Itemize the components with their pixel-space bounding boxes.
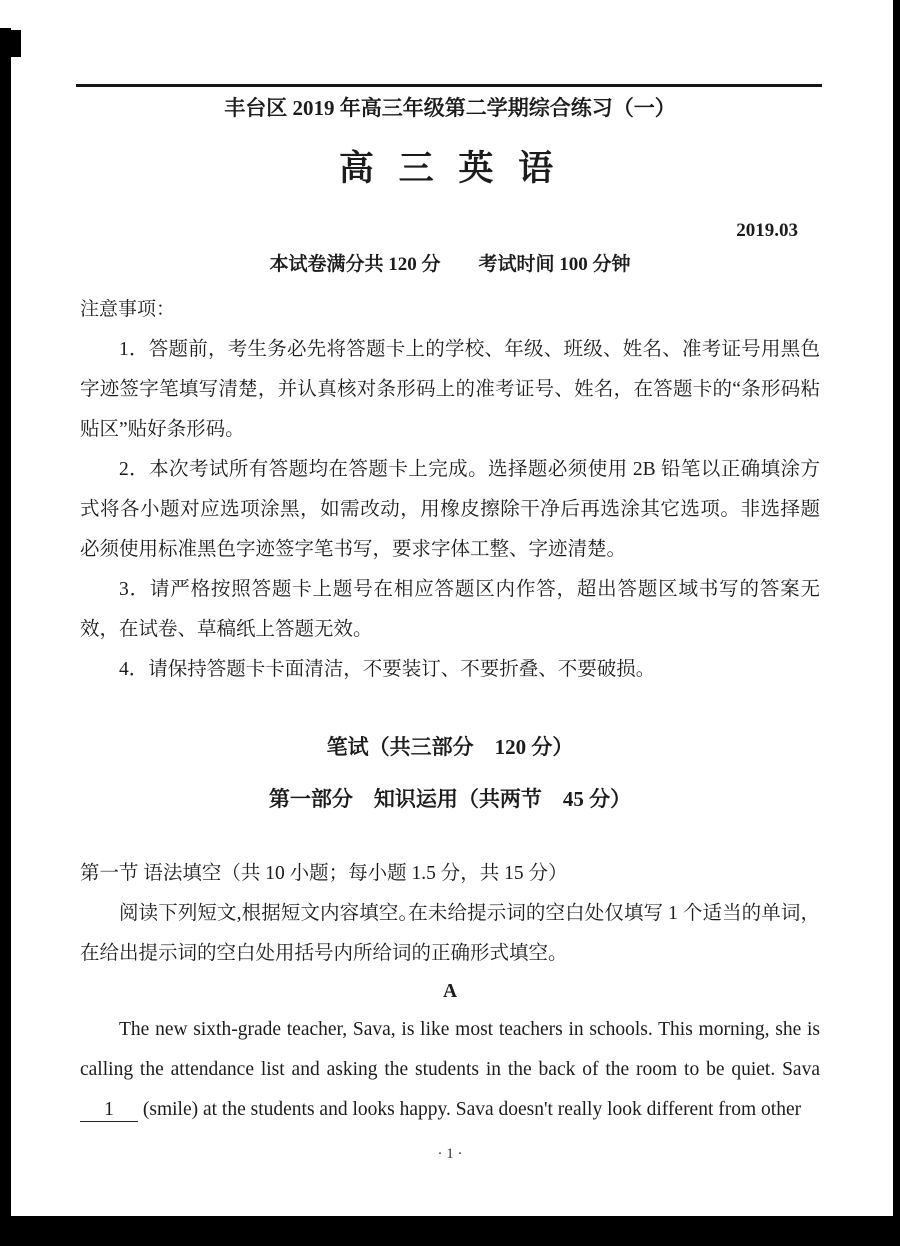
exam-main-title: 高 三 英 语 (338, 149, 562, 188)
spacer (80, 814, 820, 854)
section-one-heading: 第一节 语法填空（共 10 小题；每小题 1.5 分，共 15 分） (80, 863, 568, 884)
notice-heading: 注意事项： (80, 299, 176, 320)
passage-text-after-blank: (smile) at the students and looks happy. Sava doesn't really look different from other (138, 1099, 802, 1120)
fill-in-blank-1: 1 (80, 1099, 138, 1122)
passage-label: A (442, 981, 458, 1002)
section-one-instructions: 阅读下列短文,根据短文内容填空｡在未给提示词的空白处仅填写 1 个适当的单词，在给出提示词的空白处用括号内所给词的正确形式填空。 (80, 903, 820, 964)
spacer (80, 690, 820, 732)
written-test-heading: 笔试（共三部分 120 分） (326, 735, 574, 759)
notice-item-3: 3．请严格按照答题卡上题号在相应答题区内作答，超出答题区域书写的答案无效，在试卷、草稿纸上答题无效。 (80, 579, 820, 640)
notice-item-2: 2．本次考试所有答题均在答题卡上完成。选择题必须使用 2B 铅笔以正确填涂方式将各小题对应选项涂黑，如需改动，用橡皮擦除干净后再选涂其它选项。非选择题必须使用标准黑色字迹签字笔书写，要求字体工整、字迹清楚。 (80, 459, 820, 560)
scan-artifact-bottom (0, 1216, 900, 1246)
exam-info-line: 本试卷满分共 120 分 考试时间 100 分钟 (269, 254, 631, 275)
passage-text-before-blank: The new sixth-grade teacher, Sava, is like most teachers in schools. This morning, she is calling the attendance list and asking the students in the back of the room to be quiet. Sava (80, 1019, 820, 1080)
passage-paragraph (80, 1010, 820, 1130)
exam-date: 2019.03 (736, 220, 798, 241)
exam-header-title: 丰台区 2019 年高三年级第二学期综合练习（一） (224, 96, 676, 120)
notice-item-1: 1．答题前，考生务必先将答题卡上的学校、年级、班级、姓名、准考证号用黑色字迹签字笔填写清楚，并认真核对条形码上的准考证号、姓名，在答题卡的“条形码粘贴区”贴好条形码。 (80, 339, 820, 440)
part-one-heading: 第一部分 知识运用（共两节 45 分） (268, 787, 632, 811)
page-number: · 1 · (437, 1146, 463, 1162)
notice-item-4: 4．请保持答题卡卡面清洁，不要装订、不要折叠、不要破损。 (119, 659, 656, 680)
